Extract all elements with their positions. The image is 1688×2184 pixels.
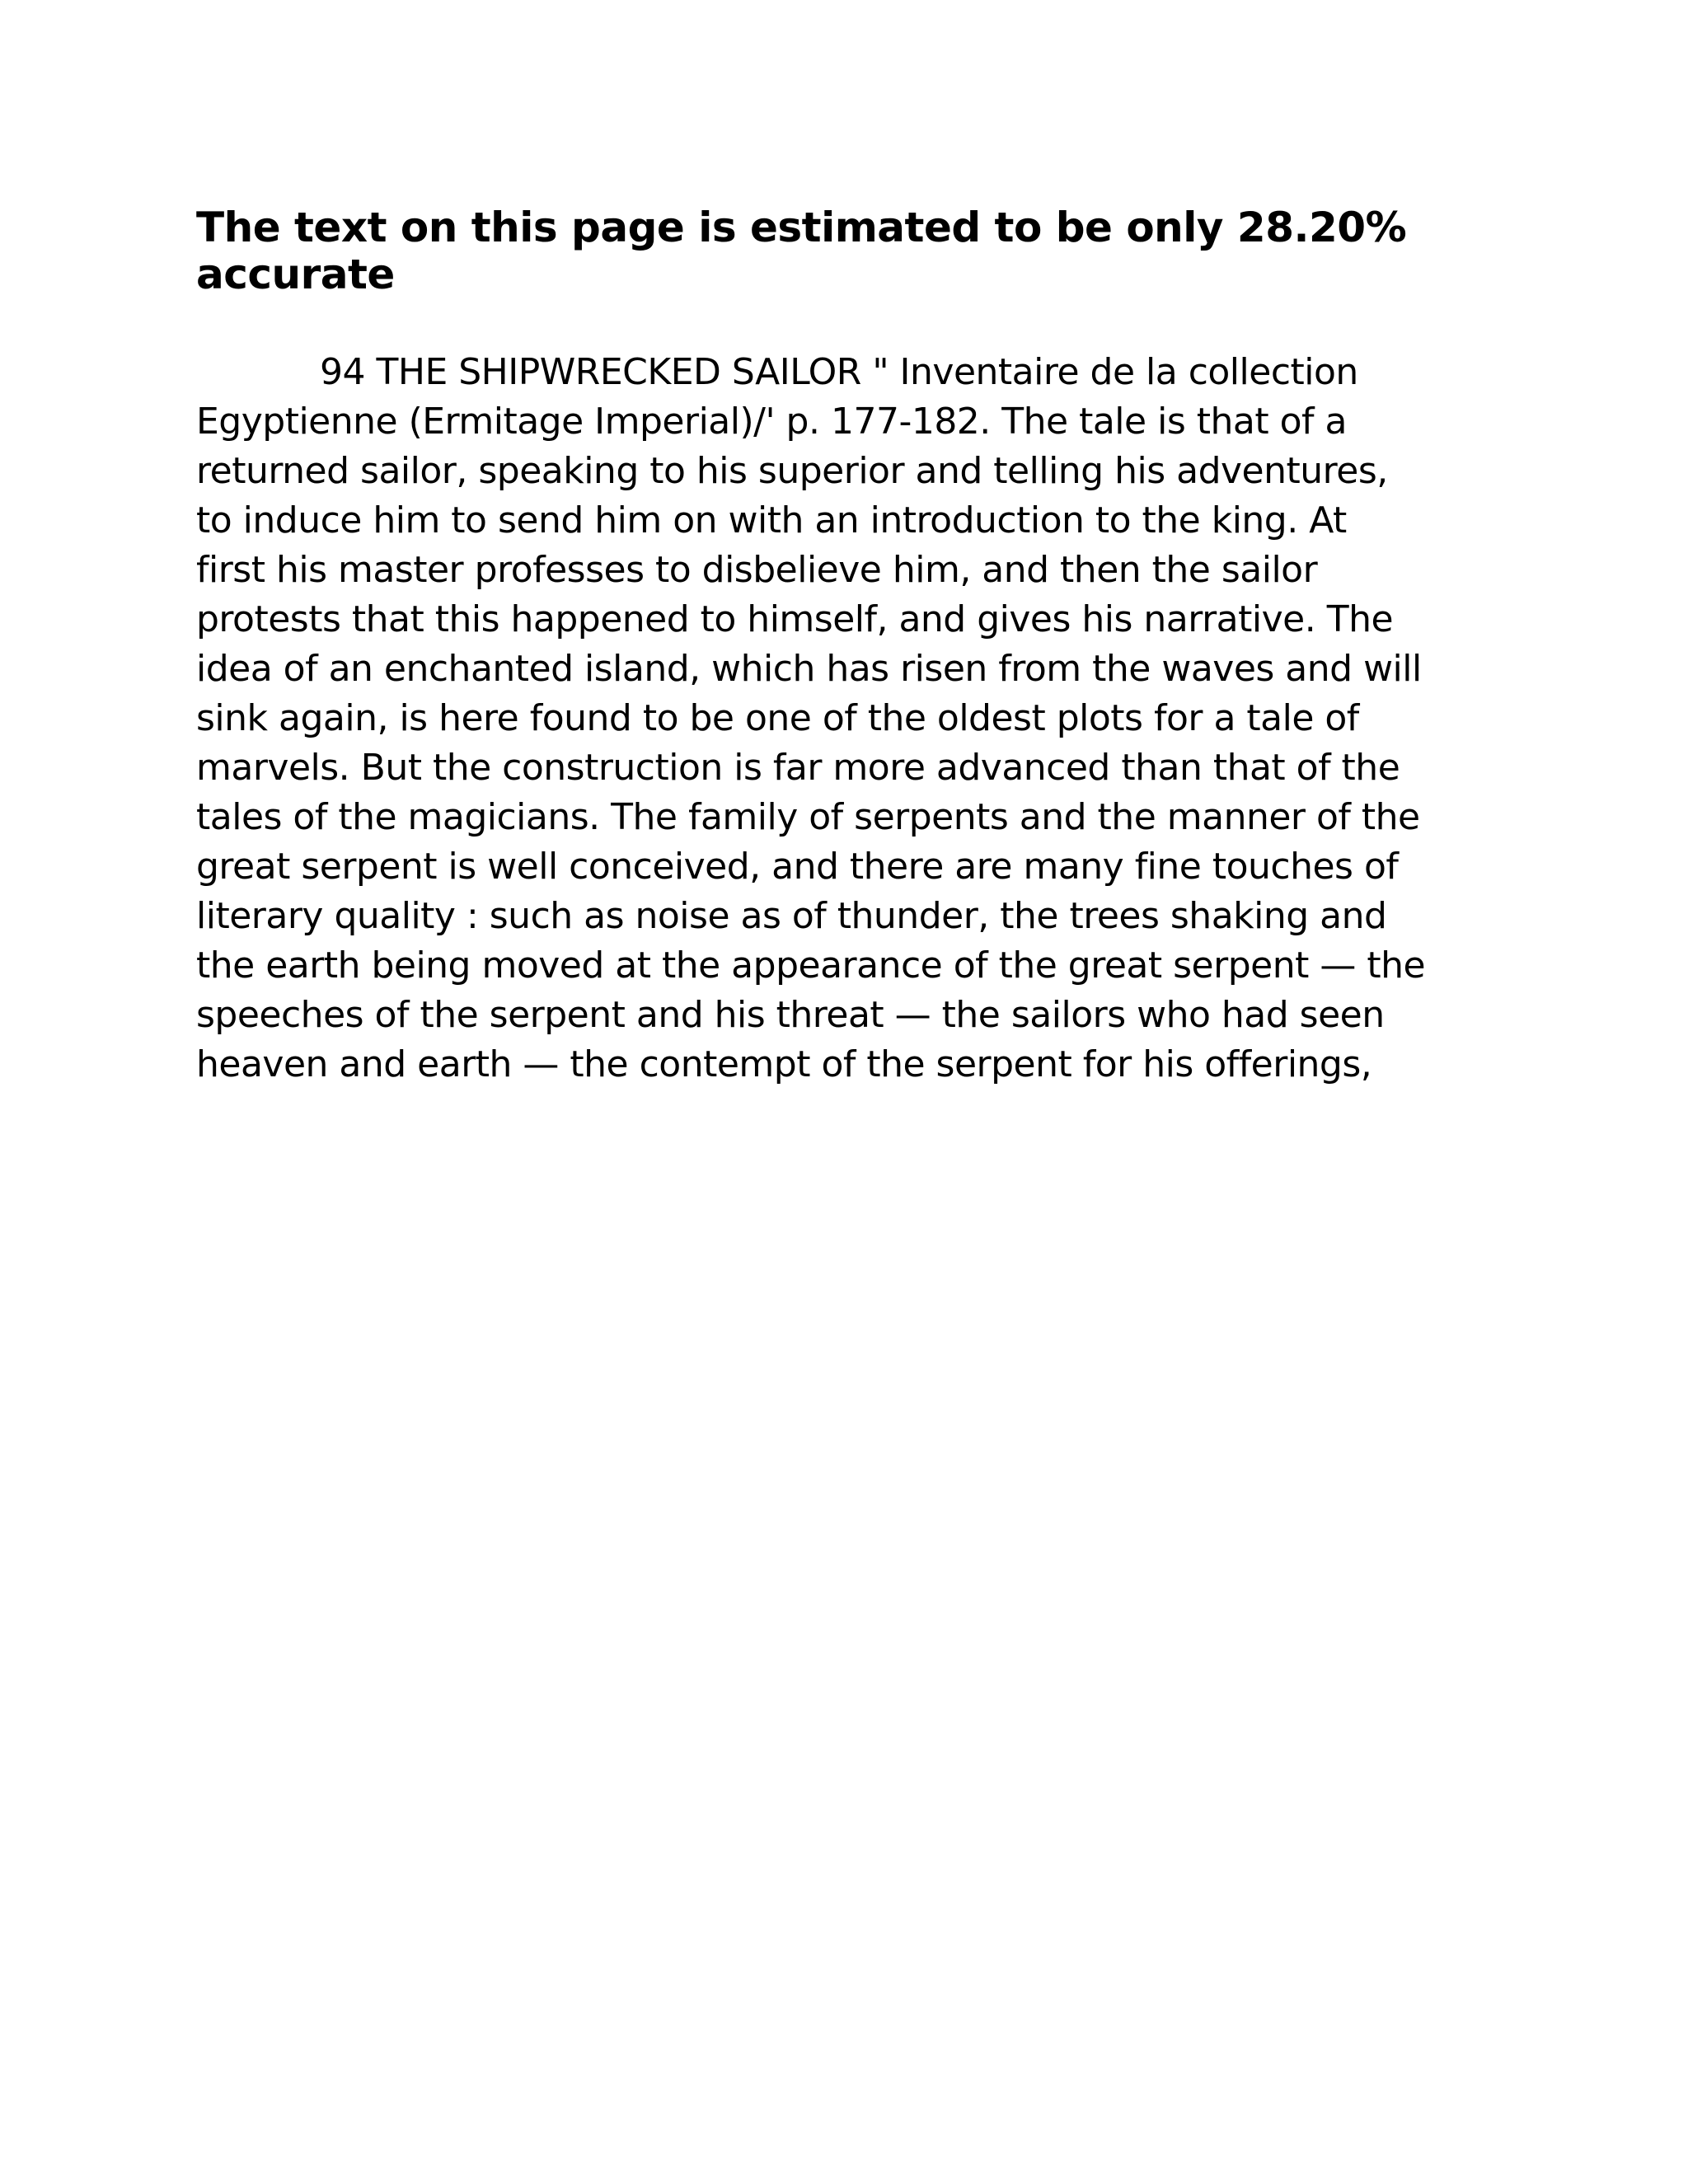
heading-line-1: The text on this page is estimated to be only 28.20% <box>196 204 1407 251</box>
ocr-accuracy-heading <box>196 204 1597 298</box>
paragraph-line: idea of an enchanted island, which has risen from the waves and will <box>196 648 1422 690</box>
paragraph-line: first his master professes to disbelieve him, and then the sailor <box>196 549 1318 591</box>
paragraph-line: tales of the magicians. The family of serpents and the manner of the <box>196 796 1420 838</box>
paragraph-line: protests that this happened to himself, and gives his narrative. The <box>196 598 1394 640</box>
paragraph-line: Egyptienne (Ermitage Imperial)/' p. 177-182. The tale is that of a <box>196 401 1347 443</box>
heading-line-2: accurate <box>196 251 395 298</box>
paragraph-line: heaven and earth — the contempt of the serpent for his offerings, <box>196 1043 1372 1085</box>
page-content <box>196 204 1597 1090</box>
paragraph-line: to induce him to send him on with an introduction to the king. At <box>196 499 1347 541</box>
paragraph-line: marvels. But the construction is far more advanced than that of the <box>196 747 1400 789</box>
paragraph-line: returned sailor, speaking to his superior and telling his adventures, <box>196 450 1388 492</box>
body-paragraph <box>196 348 1597 1090</box>
paragraph-line: speeches of the serpent and his threat — the sailors who had seen <box>196 994 1385 1036</box>
paragraph-line: the earth being moved at the appearance of the great serpent — the <box>196 944 1426 987</box>
paragraph-line: sink again, is here found to be one of the oldest plots for a tale of <box>196 697 1359 739</box>
paragraph-line: 94 THE SHIPWRECKED SAILOR " Inventaire de la collection <box>320 351 1358 393</box>
paragraph-line: literary quality : such as noise as of thunder, the trees shaking and <box>196 895 1387 937</box>
paragraph-line: great serpent is well conceived, and there are many fine touches of <box>196 846 1399 888</box>
